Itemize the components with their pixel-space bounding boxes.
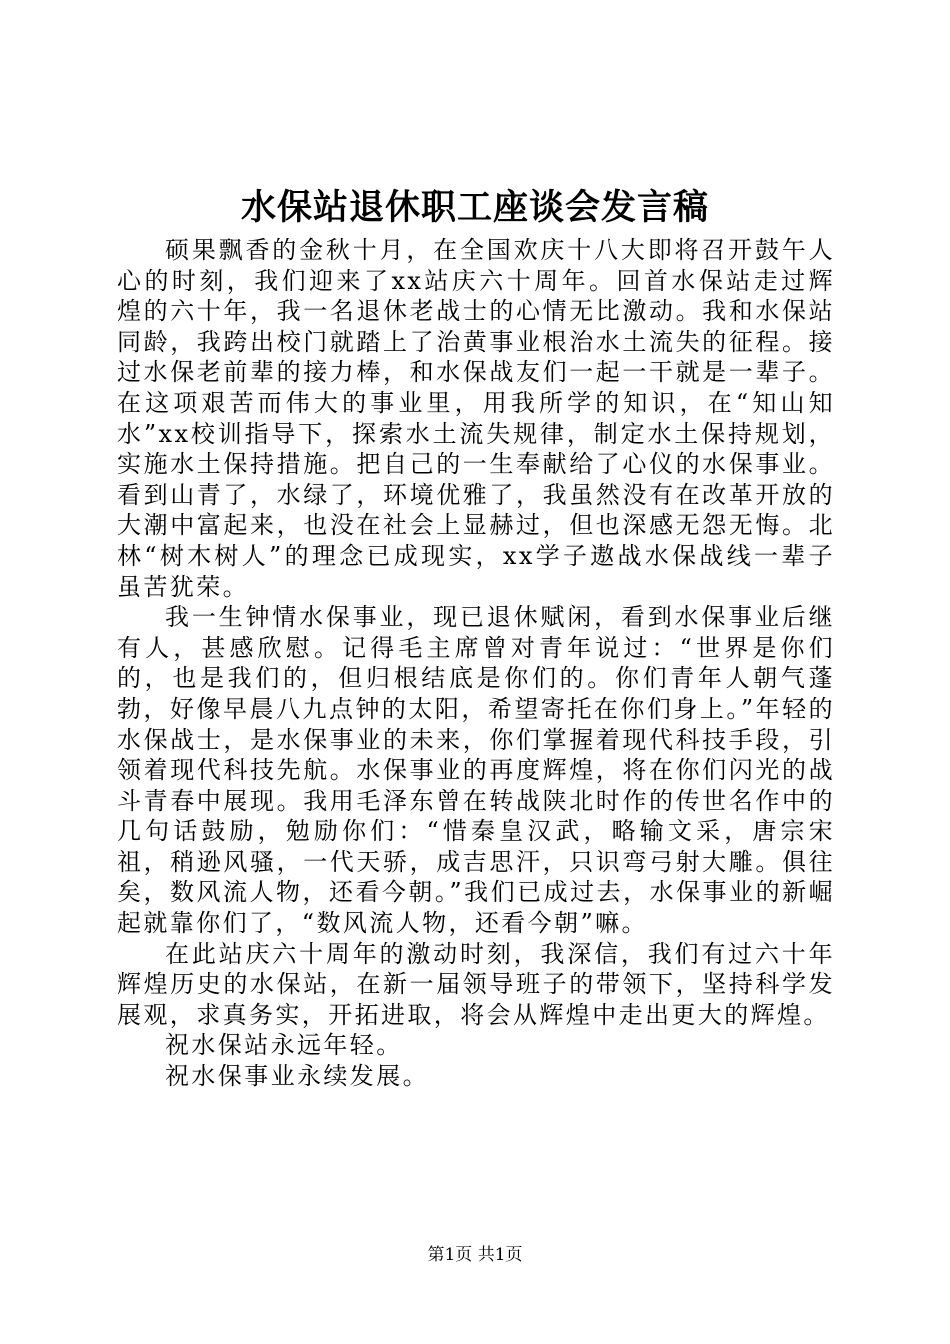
paragraph-1: 硕果飘香的金秋十月，在全国欢庆十八大即将召开鼓午人心的时刻，我们迎来了xx站庆六十周年。回首水保站走过辉煌的六十年，我一名退休老战士的心情无比激动。我和水保站同龄，我跨出校门就踏上了治黄事业根治水土流失的征程。接过水保老前辈的接力棒，和水保战友们一起一干就是一辈子。在这项艰苦而伟大的事业里，用我所学的知识，在“知山知水”xx校训指导下，探索水土流失规律，制定水土保持规划，实施水土保持措施。把自己的一生奉献给了心仪的水保事业。看到山青了，水绿了，环境优雅了，我虽然没有在改革开放的大潮中富起来，也没在社会上显赫过，但也深感无怨无悔。北林“树木树人”的理念已成现实，xx学子遨战水保战线一辈子虽苦犹荣。 (117, 236, 835, 601)
page-number-footer: 第1页 共1页 (427, 1245, 523, 1265)
paragraph-3: 在此站庆六十周年的激动时刻，我深信，我们有过六十年辉煌历史的水保站，在新一届领导班子的带领下，坚持科学发展观，求真务实，开拓进取，将会从辉煌中走出更大的辉煌。 (117, 939, 835, 1029)
paragraph-2: 我一生钟情水保事业，现已退休赋闲，看到水保事业后继有人，甚感欣慰。记得毛主席曾对青年说过：“世界是你们的，也是我们的，但归根结底是你们的。你们青年人朝气蓬勃，好像早晨八九点钟的太阳，希望寄托在你们身上。”年轻的水保战士，是水保事业的未来，你们掌握着现代科技手段，引领着现代科技先航。水保事业的再度辉煌，将在你们闪光的战斗青春中展现。我用毛泽东曾在转战陕北时作的传世名作中的几句话鼓励，勉励你们：“惜秦皇汉武，略输文采，唐宗宋祖，稍逊风骚，一代天骄，成吉思汗，只识弯弓射大雕。俱往矣，数风流人物，还看今朝。”我们已成过去，水保事业的新崛起就靠你们了，“数风流人物，还看今朝”嘛。 (117, 603, 835, 938)
document-body (117, 235, 835, 1092)
document-title: 水保站退休职工座谈会发言稿 (240, 187, 709, 228)
closing-line-2: 祝水保事业永续发展。 (165, 1062, 429, 1091)
closing-line-1: 祝水保站永远年轻。 (165, 1031, 403, 1060)
